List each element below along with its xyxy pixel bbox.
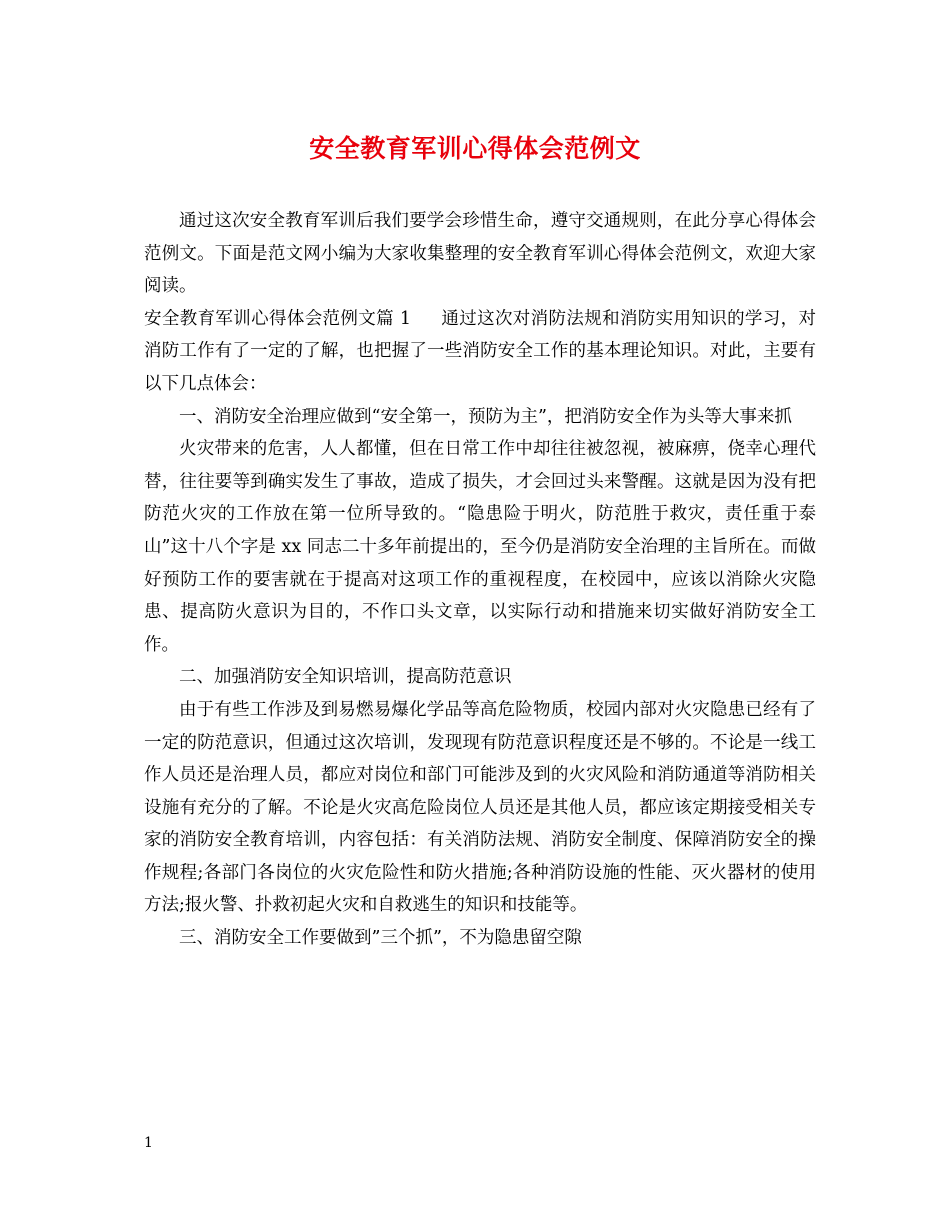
document-body <box>144 205 816 955</box>
point-2-body: 由于有些工作涉及到易燃易爆化学品等高危险物质，校园内部对火灾隐患已经有了一定的防范意识，但通过这次培训，发现现有防范意识程度还是不够的。不论是一线工作人员还是治理人员，都应对岗位和部门可能涉及到的火灾风险和消防通道等消防相关设施有充分的了解。不论是火灾高危险岗位人员还是其他人员，都应该定期接受相关专家的消防安全教育培训，内容包括：有关消防法规、消防安全制度、保障消防安全的操作规程;各部门各岗位的火灾危险性和防火措施;各种消防设施的性能、灭火器材的使用方法;报火警、扑救初起火灾和自救逃生的知识和技能等。 <box>144 699 816 916</box>
page-number: 1 <box>144 1135 153 1151</box>
intro-paragraph: 通过这次安全教育军训后我们要学会珍惜生命，遵守交通规则，在此分享心得体会范例文。下面是范文网小编为大家收集整理的安全教育军训心得体会范例文，欢迎大家阅读。 <box>144 211 816 297</box>
section-paragraph <box>144 303 816 401</box>
point-1-heading: 一、消防安全治理应做到“安全第一，预防为主”，把消防安全作为头等大事来抓 <box>179 406 792 427</box>
point-3-heading: 三、消防安全工作要做到”三个抓”，不为隐患留空隙 <box>179 928 582 949</box>
document-title: 安全教育军训心得体会范例文 <box>309 134 641 163</box>
section-text: 通过这次对消防法规和消防实用知识的学习，对消防工作有了一定的了解，也把握了一些消防安全工作的基本理论知识。对此，主要有以下几点体会： <box>144 308 816 394</box>
section-heading: 安全教育军训心得体会范例文篇 1 <box>144 308 412 329</box>
point-2-heading: 二、加强消防安全知识培训，提高防范意识 <box>179 667 512 688</box>
point-1-body: 火灾带来的危害，人人都懂，但在日常工作中却往往被忽视，被麻痹，侥幸心理代替，往往要等到确实发生了事故，造成了损失，才会回过头来警醒。这就是因为没有把防范火灾的工作放在第一位所导致的。“隐患险于明火，防范胜于救灾，责任重于泰山”这十八个字是 xx 同志二十多年前提出的，至今仍是消防安全治理的主旨所在。而做好预防工作的要害就在于提高对这项工作的重视程度，在校园中，应该以消除火灾隐患、提高防火意识为目的，不作口头文章，以实际行动和措施来切实做好消防安全工作。 <box>144 439 816 655</box>
